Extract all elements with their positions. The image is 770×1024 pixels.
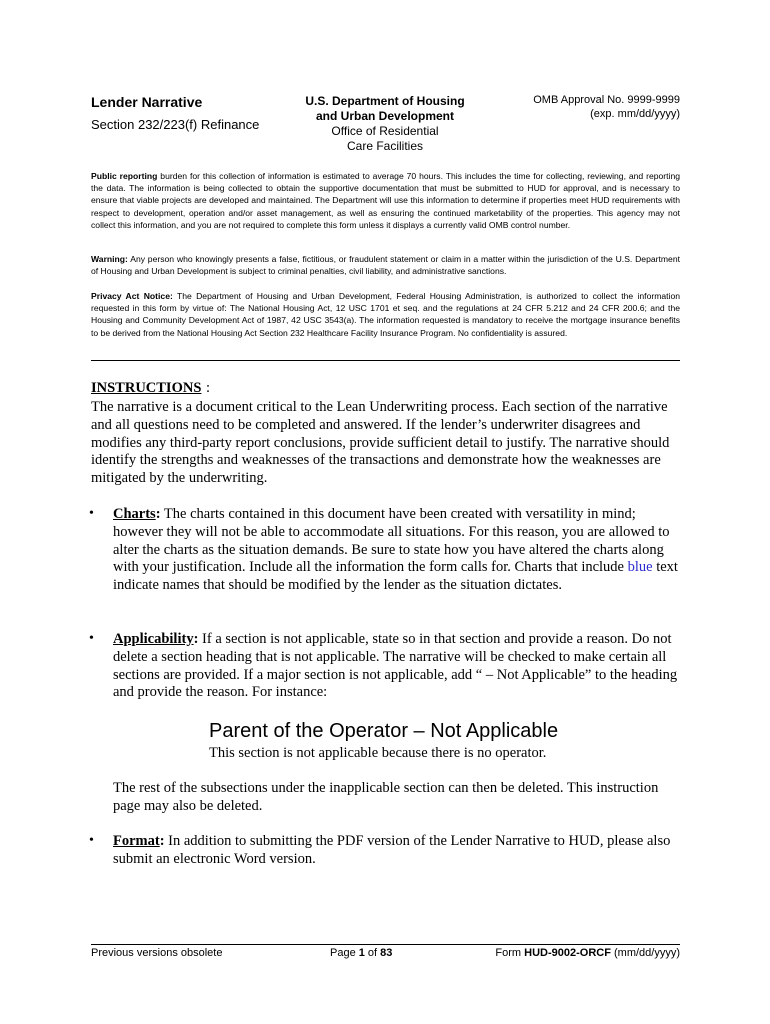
header-divider bbox=[91, 360, 680, 361]
privacy-act-notice bbox=[91, 290, 680, 339]
form-subtitle: Section 232/223(f) Refinance bbox=[91, 117, 260, 132]
privacy-text: The Department of Housing and Urban Development, Federal Housing Administration, is authorized to collect the information requested in this form by virtue of: The National Housing Act, 12 USC 1701 et seq. and the regulations at 24 CFR 5.212 and 24 CFR 200.6; and the Housing and Community Development Act of 1987, 42 USC 3543(a). The information requested is mandatory to receive the mortgage insurance benefits to be derived from the National Housing Act Section 232 Healthcare Facility Insurance Program. No confidentiality is assured. bbox=[91, 291, 680, 338]
charts-colon: : bbox=[155, 506, 161, 522]
instructions-heading: INSTRUCTIONS bbox=[91, 380, 202, 396]
page-of: of bbox=[364, 947, 381, 959]
omb-expiration: (exp. mm/dd/yyyy) bbox=[590, 108, 680, 120]
public-reporting-label: Public reporting bbox=[91, 171, 158, 181]
footer-divider bbox=[91, 944, 680, 945]
warning-label: Warning: bbox=[91, 254, 128, 264]
form-date: (mm/dd/yyyy) bbox=[610, 947, 680, 959]
omb-block bbox=[500, 93, 680, 121]
applicability-text: If a section is not applicable, state so in that section and provide a reason. Do not delete a section heading that is not applicable. The narrative will be checked to make certain all sections are provided. If a major section is not applicable, add “ – Not Applicable” to the heading and provide the reason. For instance: bbox=[113, 631, 678, 701]
privacy-label: Privacy Act Notice: bbox=[91, 291, 173, 301]
applicability-label: Applicability bbox=[113, 631, 194, 647]
agency-line-2: and Urban Development bbox=[315, 109, 455, 123]
header-left bbox=[91, 93, 259, 134]
page-indicator bbox=[330, 947, 392, 959]
applicability-paragraph bbox=[113, 631, 680, 702]
format-colon: : bbox=[159, 833, 165, 849]
warning-notice bbox=[91, 253, 680, 277]
agency-line-1: U.S. Department of Housing bbox=[305, 94, 465, 108]
format-label: Format bbox=[113, 833, 160, 849]
format-text: In addition to submitting the PDF version of the Lender Narrative to HUD, please also submit an electronic Word version. bbox=[113, 833, 671, 867]
instructions-intro: The narrative is a document critical to the Lean Underwriting process. Each section of the narrative and all questions need to be completed and answered. If the lender’s underwriter disagrees and modifies any third-party report conclusions, provide sufficient detail to justify. The narrative should identify the strengths and weaknesses of the transactions and demonstrate how the weaknesses are mitigated by the underwriting. bbox=[91, 399, 670, 487]
instructions-colon: : bbox=[206, 380, 211, 396]
example-text: This section is not applicable because there is no operator. bbox=[209, 745, 547, 761]
bullet-applicability: • bbox=[89, 631, 94, 646]
charts-blue-word: blue bbox=[627, 559, 653, 576]
charts-text-a: The charts contained in this document have been created with versatility in mind; however they will not be able to accommodate all situations. For this reason, you are allowed to alter the charts as the situation demands. Be sure to state how you have altered the charts along with your justification. Include all the information the form calls for. Charts that include bbox=[113, 506, 670, 576]
rest-text: The rest of the subsections under the inapplicable section can then be deleted. This instruction page may also be deleted. bbox=[113, 780, 659, 814]
form-id: HUD-9002-ORCF bbox=[524, 947, 611, 959]
form-title: Lender Narrative bbox=[91, 94, 203, 110]
page-number: 1 bbox=[358, 947, 365, 959]
page-total: 83 bbox=[380, 947, 393, 959]
omb-approval-number: OMB Approval No. 9999-9999 bbox=[533, 94, 680, 106]
public-reporting-notice bbox=[91, 170, 680, 231]
example-heading: Parent of the Operator – Not Applicable bbox=[209, 720, 559, 742]
charts-text-b: text indicate names that should be modified by the lender as the situation dictates. bbox=[113, 559, 678, 594]
public-reporting-text: burden for this collection of information is estimated to average 70 hours. This includes the time for collecting, reviewing, and reporting the data. The information is being collected to obtain the supportive documentation that must be submitted to HUD for approval, and is necessary to ensure that viable projects are developed and maintained. The Department will use this information to determine if properties meet HUD requirements with respect to development, operation and/or asset management, as well as ensuring the continued marketability of the properties. This agency may not collect this information, and you are not required to complete this form unless it displays a currently valid OMB control number. bbox=[91, 171, 681, 230]
warning-text: Any person who knowingly presents a false, fictitious, or fraudulent statement or claim in a matter within the jurisdiction of the U.S. Department of Housing and Urban Development is subject to criminal penalties, civil liability, and administrative sanctions. bbox=[91, 254, 680, 277]
bullet-format: • bbox=[89, 833, 94, 848]
office-line-2: Care Facilities bbox=[346, 139, 424, 153]
form-number bbox=[495, 947, 680, 959]
applicability-colon: : bbox=[193, 631, 199, 647]
charts-label: Charts bbox=[113, 506, 156, 522]
form-word: Form bbox=[495, 947, 525, 959]
format-paragraph bbox=[113, 833, 680, 869]
agency-block bbox=[290, 94, 480, 154]
bullet-charts: • bbox=[89, 506, 94, 521]
charts-paragraph bbox=[113, 506, 680, 595]
page-word: Page bbox=[330, 947, 359, 959]
footer-obsolete-note: Previous versions obsolete bbox=[91, 947, 223, 959]
office-line-1: Office of Residential bbox=[331, 124, 439, 138]
